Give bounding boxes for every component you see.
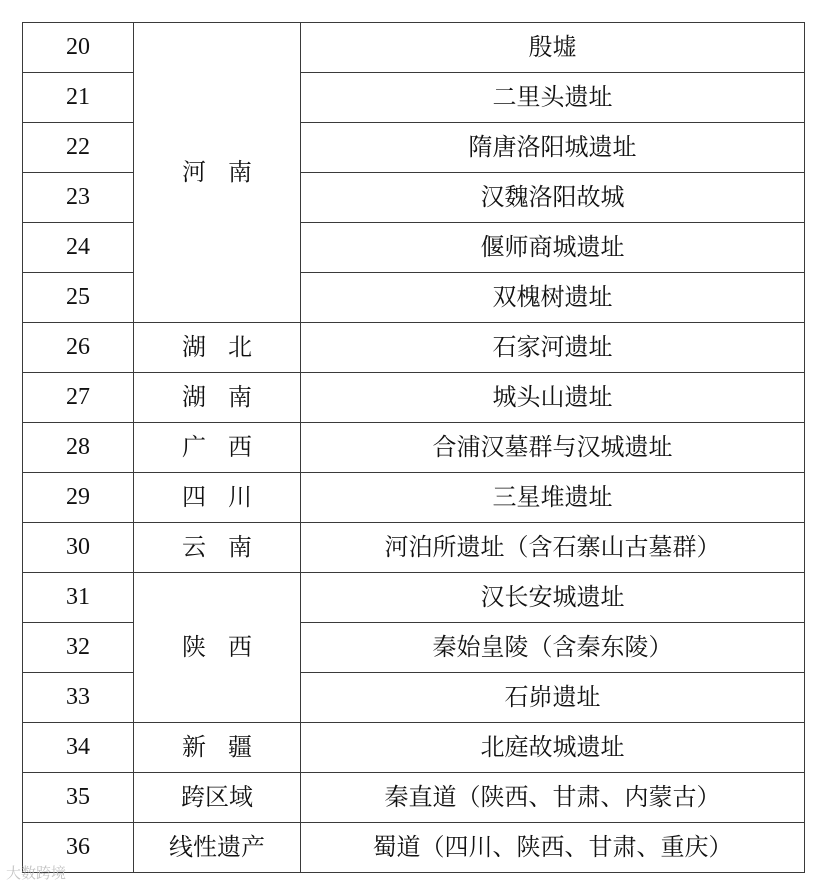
watermark: 大数跨境	[6, 864, 67, 882]
row-number: 21	[23, 73, 134, 123]
province-cell	[134, 373, 301, 423]
row-number: 31	[23, 573, 134, 623]
table-row	[23, 723, 805, 773]
row-number: 27	[23, 373, 134, 423]
province-name: 湖南	[182, 383, 274, 412]
table-row	[23, 823, 805, 873]
site-name: 殷墟	[301, 23, 805, 73]
row-number: 20	[23, 23, 134, 73]
site-name: 汉长安城遗址	[301, 573, 805, 623]
province-cell	[134, 573, 301, 723]
province-cell	[134, 723, 301, 773]
row-number: 28	[23, 423, 134, 473]
province-cell	[134, 23, 301, 323]
province-name: 云南	[182, 533, 274, 562]
province-cell	[134, 323, 301, 373]
site-name: 汉魏洛阳故城	[301, 173, 805, 223]
site-name: 双槐树遗址	[301, 273, 805, 323]
province-name: 陕西	[182, 633, 274, 662]
province-name: 湖北	[182, 333, 274, 362]
row-number: 26	[23, 323, 134, 373]
heritage-site-table	[22, 22, 805, 873]
site-name: 河泊所遗址（含石寨山古墓群）	[301, 523, 805, 573]
row-number: 30	[23, 523, 134, 573]
province-cell	[134, 823, 301, 873]
row-number: 35	[23, 773, 134, 823]
row-number: 23	[23, 173, 134, 223]
table-row	[23, 523, 805, 573]
province-name: 广西	[182, 433, 274, 462]
table-row	[23, 573, 805, 623]
row-number: 29	[23, 473, 134, 523]
site-name: 北庭故城遗址	[301, 723, 805, 773]
row-number: 36	[23, 823, 134, 873]
site-name: 合浦汉墓群与汉城遗址	[301, 423, 805, 473]
site-name: 二里头遗址	[301, 73, 805, 123]
site-name: 城头山遗址	[301, 373, 805, 423]
province-cell	[134, 773, 301, 823]
province-cell	[134, 473, 301, 523]
province-name: 四川	[182, 483, 274, 512]
table-row	[23, 423, 805, 473]
site-name: 偃师商城遗址	[301, 223, 805, 273]
province-name: 跨区域	[181, 783, 253, 812]
table-row	[23, 773, 805, 823]
site-name: 石家河遗址	[301, 323, 805, 373]
site-name: 秦直道（陕西、甘肃、内蒙古）	[301, 773, 805, 823]
province-cell	[134, 423, 301, 473]
site-name: 石峁遗址	[301, 673, 805, 723]
row-number: 32	[23, 623, 134, 673]
row-number: 24	[23, 223, 134, 273]
row-number: 22	[23, 123, 134, 173]
province-name: 新疆	[182, 733, 274, 762]
row-number: 34	[23, 723, 134, 773]
row-number: 33	[23, 673, 134, 723]
table-row	[23, 323, 805, 373]
site-name: 三星堆遗址	[301, 473, 805, 523]
table-row	[23, 373, 805, 423]
site-name: 秦始皇陵（含秦东陵）	[301, 623, 805, 673]
province-cell	[134, 523, 301, 573]
province-name: 河南	[182, 158, 274, 187]
site-name: 蜀道（四川、陕西、甘肃、重庆）	[301, 823, 805, 873]
table-row	[23, 23, 805, 73]
province-name: 线性遗产	[169, 833, 265, 862]
table-row	[23, 473, 805, 523]
site-name: 隋唐洛阳城遗址	[301, 123, 805, 173]
row-number: 25	[23, 273, 134, 323]
